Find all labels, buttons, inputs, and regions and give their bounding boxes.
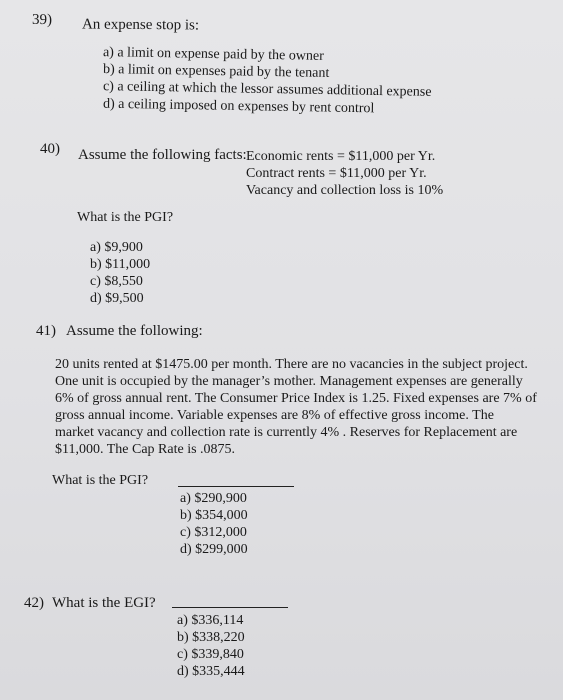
q42-number: 42) (24, 595, 44, 611)
q41-paragraph-line-2: One unit is occupied by the manager’s mother. Management expenses are generally (55, 374, 523, 389)
q42-option-b: b) $338,220 (177, 630, 245, 645)
q40-number: 40) (40, 141, 60, 157)
q42-option-d: d) $335,444 (177, 664, 245, 679)
q41-paragraph-line-6: $11,000. The Cap Rate is .0875. (55, 442, 236, 457)
q39-stem: An expense stop is: (81, 16, 200, 34)
q41-paragraph-line-5: market vacancy and collection rate is currently 4% . Reserves for Replacement are (55, 425, 518, 440)
q40-option-a: a) $9,900 (90, 240, 143, 255)
q41-question: What is the PGI? (52, 473, 149, 488)
q39-number: 39) (31, 11, 53, 29)
q41-paragraph-line-1: 20 units rented at $1475.00 per month. There are no vacancies in the subject project. (55, 357, 528, 372)
q41-option-b: b) $354,000 (180, 508, 248, 523)
q40-option-b: b) $11,000 (90, 257, 151, 272)
q40-fact-economic-rents: Economic rents = $11,000 per Yr. (246, 149, 436, 164)
q39-option-d: d) a ceiling imposed on expenses by rent control (102, 96, 375, 117)
q39-option-a: a) a limit on expense paid by the owner (102, 45, 324, 64)
q41-option-d: d) $299,000 (180, 542, 248, 557)
q42-option-c: c) $339,840 (177, 647, 244, 662)
q40-option-c: c) $8,550 (90, 274, 143, 289)
q41-paragraph-line-4: gross annual income. Variable expenses are 8% of effective gross income. The (55, 408, 494, 423)
q41-paragraph-line-3: 6% of gross annual rent. The Consumer Price Index is 1.25. Fixed expenses are 7% of (55, 391, 537, 406)
q40-question: What is the PGI? (77, 210, 174, 225)
q40-stem: Assume the following facts: (78, 147, 247, 163)
q40-option-d: d) $9,500 (90, 291, 144, 306)
q41-option-c: c) $312,000 (180, 525, 247, 540)
q39-option-c: c) a ceiling at which the lessor assumes additional expense (102, 79, 432, 100)
q40-fact-vacancy-loss: Vacancy and collection loss is 10% (246, 183, 444, 198)
q42-question: What is the EGI? (52, 595, 156, 611)
q41-answer-blank (178, 486, 294, 487)
q41-option-a: a) $290,900 (180, 491, 247, 506)
q42-option-a: a) $336,114 (177, 613, 244, 628)
q41-stem: Assume the following: (66, 323, 203, 339)
q39-option-b: b) a limit on expenses paid by the tenant (102, 62, 330, 81)
q40-fact-contract-rents: Contract rents = $11,000 per Yr. (246, 166, 427, 181)
q41-number: 41) (36, 323, 56, 339)
q42-answer-blank (172, 607, 288, 608)
